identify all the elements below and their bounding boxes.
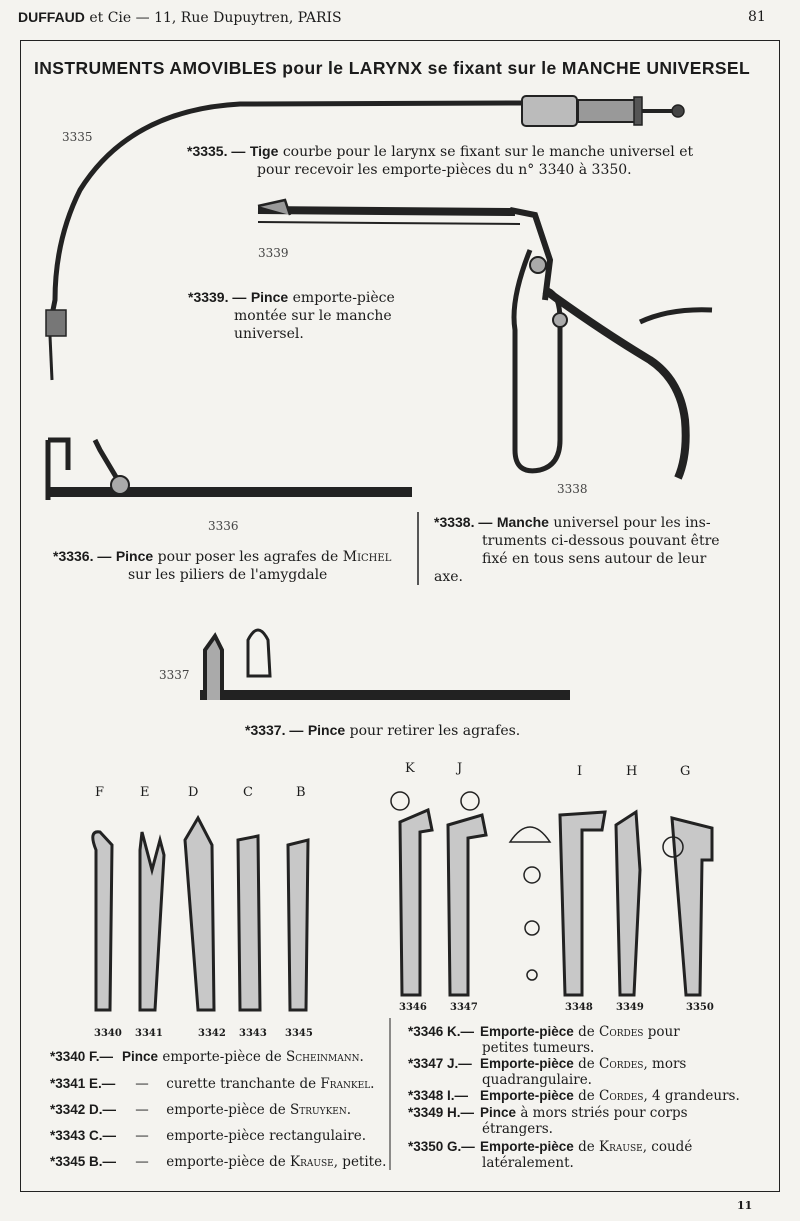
page-title: INSTRUMENTS AMOVIBLES pour le LARYNX se fixant sur le MANCHE UNIVERSEL xyxy=(34,58,751,78)
instrument-number: 3343 xyxy=(239,1028,267,1039)
figure-number: 3339 xyxy=(258,246,289,260)
figure-number: 3336 xyxy=(208,519,239,533)
instrument-number: 3348 xyxy=(565,1002,593,1013)
figure-number: 3335 xyxy=(62,130,93,144)
instrument-number: 3347 xyxy=(450,1002,478,1013)
maker-address: et Cie — 11, Rue Dupuytren, PARIS xyxy=(89,10,342,26)
instrument-number: 3342 xyxy=(198,1028,226,1039)
letter-label: J xyxy=(457,761,463,776)
list-item: *3345 B.— — emporte-pièce de Krause, petite. xyxy=(50,1154,387,1170)
list-item: *3349 H.— Pince à mors striés pour corps étrangers. xyxy=(408,1105,688,1137)
bottom-instruments-left xyxy=(93,818,308,1010)
list-item: *3343 C.— — emporte-pièce rectangulaire. xyxy=(50,1128,367,1144)
caption-3338: *3338. — Manche universel pour les ins- truments ci-dessous pouvant être fixé en tous sens autour de leur axe. xyxy=(434,514,720,585)
page-number: 81 xyxy=(748,9,766,25)
maker-name: DUFFAUD xyxy=(18,9,85,25)
list-item: *3350 G.— Emporte-pièce de Krause, coudé latéralement. xyxy=(408,1139,693,1171)
caption-3339: *3339. — Pince emporte-pièce montée sur le manche universel. xyxy=(188,289,395,342)
letter-label: D xyxy=(188,785,199,800)
letter-label: H xyxy=(626,764,638,779)
list-item: *3341 E.— — curette tranchante de Frankel. xyxy=(50,1076,375,1092)
caption-3336: *3336. — Pince pour poser les agrafes de Michel sur les piliers de l'amygdale xyxy=(53,548,392,583)
list-item: *3342 D.— — emporte-pièce de Struyken. xyxy=(50,1102,352,1118)
bottom-instruments-right xyxy=(391,792,712,995)
thread-3335 xyxy=(46,310,66,336)
list-item: *3347 J.— Emporte-pièce de Cordes, mors quadrangulaire. xyxy=(408,1056,687,1088)
letter-label: I xyxy=(577,764,583,779)
caption-3337: *3337. — Pince pour retirer les agrafes. xyxy=(245,722,521,739)
letter-label: K xyxy=(405,761,415,776)
caption-3335: *3335. — Tige courbe pour le larynx se fixant sur le manche universel et pour recevoir les emporte-pièces du n° 3340 à 3350. xyxy=(187,143,694,178)
letter-label: G xyxy=(680,764,691,779)
list-item: *3346 K.— Emporte-pièce de Cordes pour petites tumeurs. xyxy=(408,1024,680,1056)
instrument-number: 3346 xyxy=(399,1002,427,1013)
footer-number: 11 xyxy=(737,1199,753,1212)
letter-label: E xyxy=(140,785,150,800)
letter-label: F xyxy=(95,785,105,800)
list-item: *3340 F.— Pince emporte-pièce de Scheinmann. xyxy=(50,1049,364,1065)
handle-ring xyxy=(514,250,560,471)
letter-label: B xyxy=(296,785,306,800)
instrument-number: 3350 xyxy=(686,1002,714,1013)
figure-number: 3337 xyxy=(159,668,190,682)
list-item: *3348 I.— Emporte-pièce de Cordes, 4 grandeurs. xyxy=(408,1088,740,1104)
instrument-number: 3340 xyxy=(94,1028,122,1039)
letter-label: C xyxy=(243,785,253,800)
instrument-number: 3349 xyxy=(616,1002,644,1013)
instrument-number: 3345 xyxy=(285,1028,313,1039)
rod-handle xyxy=(522,96,577,126)
figure-number: 3338 xyxy=(557,482,588,496)
instrument-number: 3341 xyxy=(135,1028,163,1039)
